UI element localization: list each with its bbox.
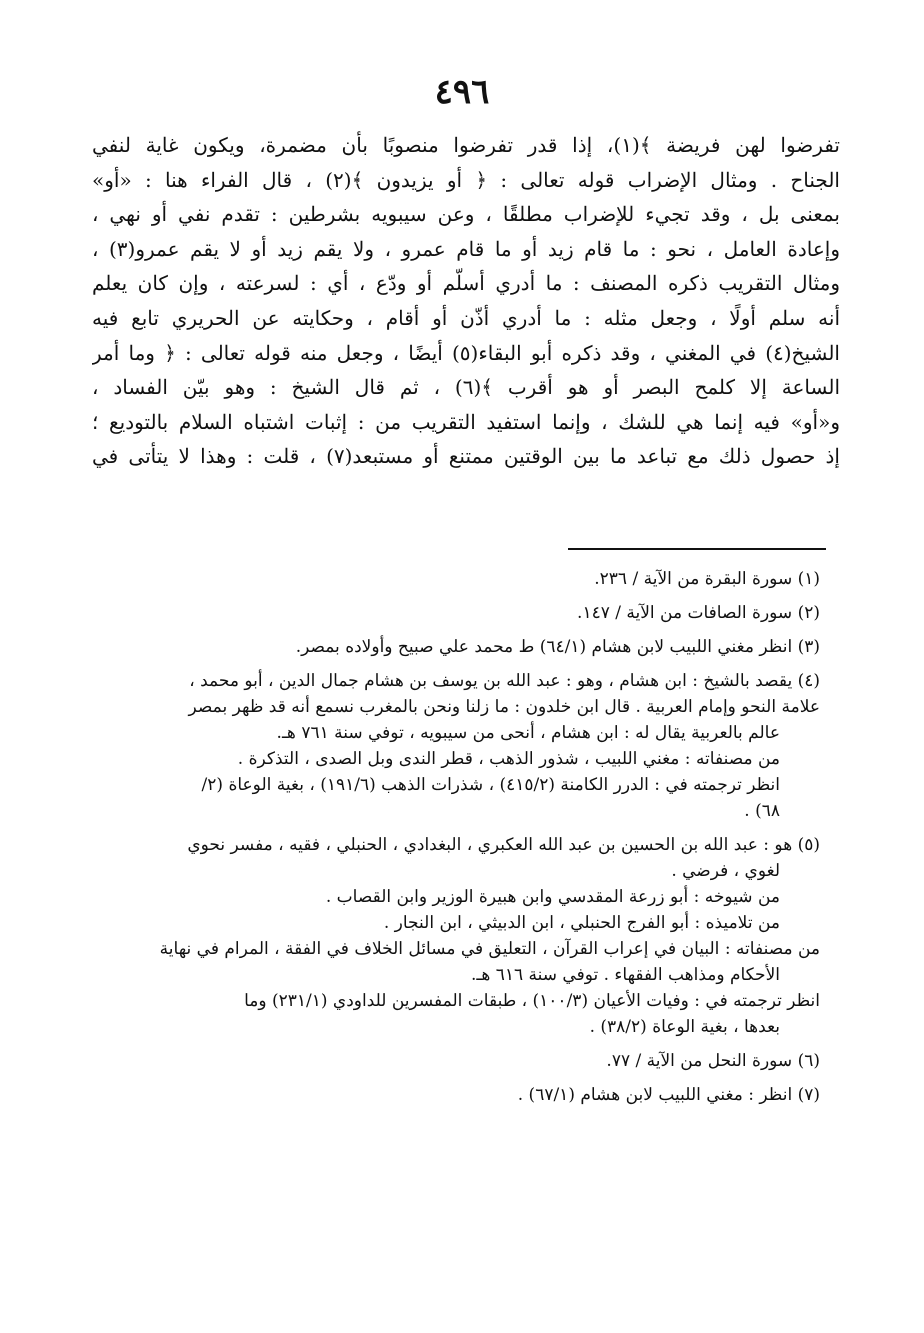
- footnote-text: (٤) يقصد بالشيخ : ابن هشام ، وهو : عبد الله بن يوسف بن هشام جمال الدين ، أبو محمد ،: [189, 671, 820, 691]
- footnote-3: [52, 634, 820, 660]
- footnote-text: لغوي ، فرضي .: [671, 861, 780, 881]
- footnote-text: بعدها ، بغية الوعاة (٣٨/٢) .: [589, 1017, 780, 1037]
- footnote-text: (١) سورة البقرة من الآية / ٢٣٦.: [594, 569, 820, 589]
- main-text-line: الساعة إلا كلمح البصر أو هو أقرب ﴾(٦) ، ثم قال الشيخ : وهو بيّن الفساد ،: [92, 375, 840, 400]
- footnote-text: (٢) سورة الصافات من الآية / ١٤٧.: [577, 603, 820, 623]
- footnote-text: (٧) انظر : مغني اللبيب لابن هشام (٦٧/١) .: [517, 1085, 820, 1105]
- footnote-text: (٥) هو : عبد الله بن الحسين بن عبد الله العكبري ، البغدادي ، الحنبلي ، فقيه ، مفسر نحوي: [187, 835, 820, 855]
- footnote-text: (٣) انظر مغني اللبيب لابن هشام (٦٤/١) ط محمد علي صبيح وأولاده بمصر.: [295, 637, 820, 657]
- footnote-divider: [568, 548, 826, 550]
- footnote-text: من تلاميذه : أبو الفرج الحنبلي ، ابن الدبيثي ، ابن النجار .: [383, 913, 780, 933]
- footnote-1: [52, 566, 820, 592]
- footnote-6: [52, 1048, 820, 1074]
- main-text-line: الجناح . ومثال الإضراب قوله تعالى : ﴿ أو يزيدون ﴾(٢) ، قال الفراء هنا : «أو»: [92, 167, 840, 192]
- main-text-line: تفرضوا لهن فريضة ﴾(١)، إذا قدر تفرضوا منصوبًا بأن مضمرة، ويكون غاية لنفي: [92, 133, 840, 157]
- main-text-line: إذ حصول ذلك مع تباعد ما بين الوقتين ممتنع أو مستبعد(٧) ، قلت : وهذا لا يتأتى في: [92, 444, 840, 469]
- footnote-text: من مصنفاته : مغني اللبيب ، شذور الذهب ، قطر الندى وبل الصدى ، التذكرة .: [237, 749, 780, 769]
- main-text: [92, 128, 840, 474]
- footnote-text: انظر ترجمته في : وفيات الأعيان (١٠٠/٣) ، طبقات المفسرين للداودي (٢٣١/١) وما: [244, 991, 820, 1011]
- footnote-7: [52, 1082, 820, 1108]
- main-text-line: أنه سلم أولًا ، وجعل مثله : ما أدري أذّن أو أقام ، وحكايته عن الحريري تابع فيه: [92, 305, 840, 330]
- footnote-text: علامة النحو وإمام العربية . قال ابن خلدون : ما زلنا ونحن بالمغرب نسمع أنه قد ظهر بمصر: [188, 697, 820, 717]
- main-text-line: وإعادة العامل ، نحو : ما قام زيد أو ما قام عمرو ، ولا يقم زيد أو لا يقم عمرو(٣) ،: [92, 236, 840, 261]
- page-number: ٤٩٦: [434, 72, 490, 112]
- footnote-text: ٦٨) .: [744, 801, 780, 821]
- footnote-text: من شيوخه : أبو زرعة المقدسي وابن هبيرة الوزير وابن القصاب .: [325, 887, 780, 907]
- footnote-text: الأحكام ومذاهب الفقهاء . توفي سنة ٦١٦ هـ.: [470, 965, 780, 985]
- footnotes: [52, 566, 820, 1116]
- footnote-text: (٦) سورة النحل من الآية / ٧٧.: [606, 1051, 820, 1071]
- footnote-text: عالم بالعربية يقال له : ابن هشام ، أنحى من سيبويه ، توفي سنة ٧٦١ هـ.: [276, 723, 780, 743]
- main-text-line: ومثال التقريب ذكره المصنف : ما أدري أسلّم أو ودّع ، أي : لسرعته ، وإن كان يعلم: [92, 271, 840, 296]
- footnote-2: [52, 600, 820, 626]
- footnote-text: انظر ترجمته في : الدرر الكامنة (٤١٥/٢) ، شذرات الذهب (١٩١/٦) ، بغية الوعاة (٢/: [201, 775, 780, 795]
- footnote-5: [52, 832, 820, 1040]
- main-text-line: الشيخ(٤) في المغني ، وقد ذكره أبو البقاء(٥) أيضًا ، وجعل منه قوله تعالى : ﴿ وما أمر: [92, 340, 840, 365]
- footnote-4: [52, 668, 820, 824]
- main-text-line: و«أو» فيه إنما هي للشك ، وإنما استفيد التقريب من : إثبات اشتباه السلام بالتوديع ؛: [92, 409, 840, 434]
- footnote-text: من مصنفاته : البيان في إعراب القرآن ، التعليق في مسائل الخلاف في الفقة ، المرام في نهاية: [159, 939, 820, 959]
- main-text-line: بمعنى بل ، وقد تجيء للإضراب مطلقًا ، وعن سيبويه بشرطين : تقدم نفي أو نهي ،: [92, 202, 840, 227]
